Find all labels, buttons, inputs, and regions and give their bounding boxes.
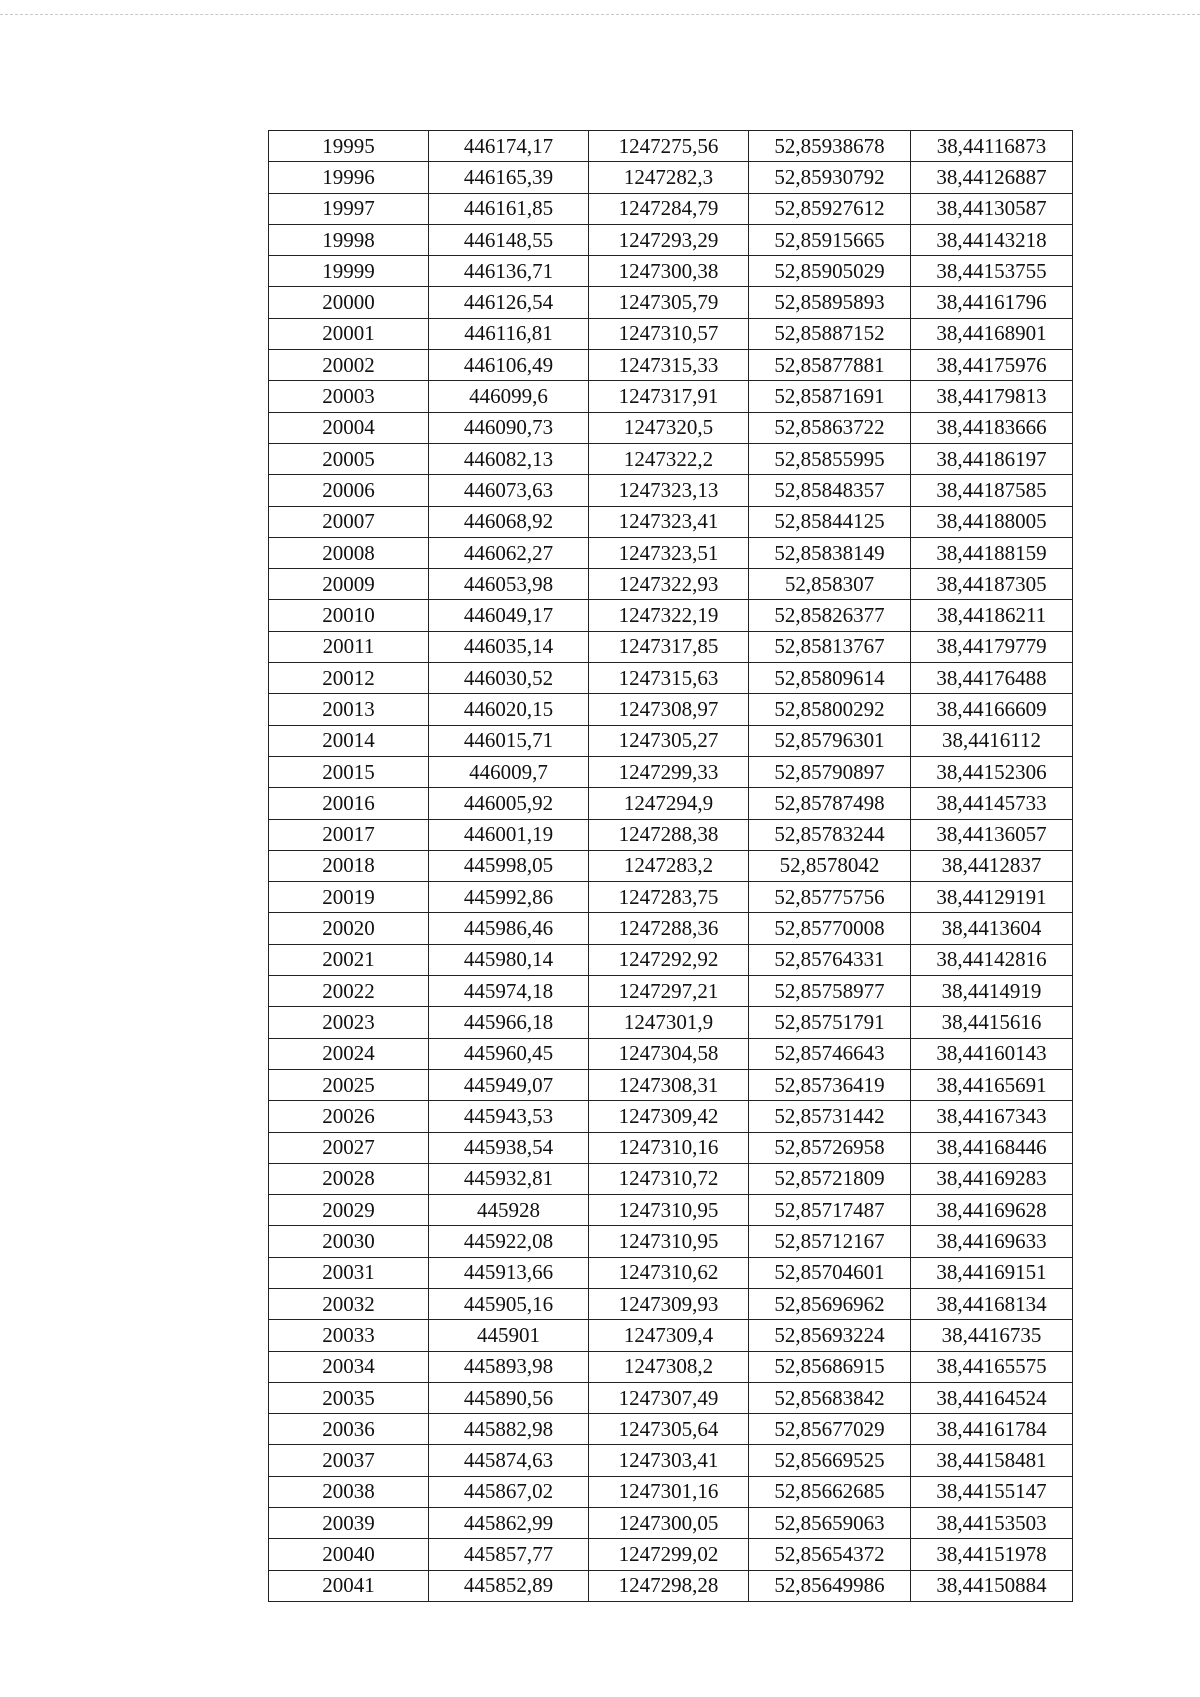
y-coordinate-cell: 1247323,41 xyxy=(589,506,749,537)
y-coordinate-cell: 1247299,02 xyxy=(589,1539,749,1570)
point-number-cell: 19998 xyxy=(269,224,429,255)
table-row xyxy=(269,537,1073,568)
longitude-cell: 38,44142816 xyxy=(911,944,1073,975)
table-row xyxy=(269,663,1073,694)
latitude-cell: 52,85915665 xyxy=(749,224,911,255)
latitude-cell: 52,85751791 xyxy=(749,1007,911,1038)
longitude-cell: 38,44188159 xyxy=(911,537,1073,568)
point-number-cell: 20010 xyxy=(269,600,429,631)
y-coordinate-cell: 1247282,3 xyxy=(589,162,749,193)
point-number-cell: 19996 xyxy=(269,162,429,193)
longitude-cell: 38,44164524 xyxy=(911,1382,1073,1413)
table-row xyxy=(269,1226,1073,1257)
x-coordinate-cell: 445922,08 xyxy=(429,1226,589,1257)
latitude-cell: 52,85813767 xyxy=(749,631,911,662)
latitude-cell: 52,85800292 xyxy=(749,694,911,725)
latitude-cell: 52,85649986 xyxy=(749,1570,911,1601)
latitude-cell: 52,85863722 xyxy=(749,412,911,443)
y-coordinate-cell: 1247323,51 xyxy=(589,537,749,568)
point-number-cell: 20032 xyxy=(269,1288,429,1319)
y-coordinate-cell: 1247317,91 xyxy=(589,381,749,412)
scan-edge-line xyxy=(0,14,1200,15)
x-coordinate-cell: 446001,19 xyxy=(429,819,589,850)
longitude-cell: 38,44175976 xyxy=(911,350,1073,381)
x-coordinate-cell: 445867,02 xyxy=(429,1476,589,1507)
latitude-cell: 52,85746643 xyxy=(749,1038,911,1069)
table-row xyxy=(269,694,1073,725)
longitude-cell: 38,44129191 xyxy=(911,882,1073,913)
latitude-cell: 52,85693224 xyxy=(749,1320,911,1351)
longitude-cell: 38,4416112 xyxy=(911,725,1073,756)
table-row xyxy=(269,1570,1073,1601)
x-coordinate-cell: 446082,13 xyxy=(429,443,589,474)
latitude-cell: 52,85736419 xyxy=(749,1069,911,1100)
x-coordinate-cell: 446136,71 xyxy=(429,256,589,287)
table-row xyxy=(269,631,1073,662)
point-number-cell: 20012 xyxy=(269,663,429,694)
point-number-cell: 20019 xyxy=(269,882,429,913)
table-row xyxy=(269,193,1073,224)
y-coordinate-cell: 1247310,16 xyxy=(589,1132,749,1163)
x-coordinate-cell: 446009,7 xyxy=(429,756,589,787)
y-coordinate-cell: 1247305,79 xyxy=(589,287,749,318)
x-coordinate-cell: 446099,6 xyxy=(429,381,589,412)
y-coordinate-cell: 1247301,16 xyxy=(589,1476,749,1507)
y-coordinate-cell: 1247305,64 xyxy=(589,1414,749,1445)
table-row xyxy=(269,506,1073,537)
x-coordinate-cell: 446161,85 xyxy=(429,193,589,224)
latitude-cell: 52,85662685 xyxy=(749,1476,911,1507)
y-coordinate-cell: 1247308,2 xyxy=(589,1351,749,1382)
x-coordinate-cell: 445932,81 xyxy=(429,1163,589,1194)
x-coordinate-cell: 446015,71 xyxy=(429,725,589,756)
latitude-cell: 52,85770008 xyxy=(749,913,911,944)
point-number-cell: 20005 xyxy=(269,443,429,474)
x-coordinate-cell: 445928 xyxy=(429,1195,589,1226)
latitude-cell: 52,85787498 xyxy=(749,788,911,819)
latitude-cell: 52,85877881 xyxy=(749,350,911,381)
table-row xyxy=(269,913,1073,944)
table-row xyxy=(269,1351,1073,1382)
point-number-cell: 20040 xyxy=(269,1539,429,1570)
point-number-cell: 20018 xyxy=(269,850,429,881)
longitude-cell: 38,44166609 xyxy=(911,694,1073,725)
longitude-cell: 38,44130587 xyxy=(911,193,1073,224)
point-number-cell: 20028 xyxy=(269,1163,429,1194)
longitude-cell: 38,44161784 xyxy=(911,1414,1073,1445)
table-row xyxy=(269,882,1073,913)
longitude-cell: 38,44183666 xyxy=(911,412,1073,443)
latitude-cell: 52,85712167 xyxy=(749,1226,911,1257)
y-coordinate-cell: 1247308,97 xyxy=(589,694,749,725)
point-number-cell: 20029 xyxy=(269,1195,429,1226)
longitude-cell: 38,44168446 xyxy=(911,1132,1073,1163)
x-coordinate-cell: 445905,16 xyxy=(429,1288,589,1319)
table-row xyxy=(269,1257,1073,1288)
coordinates-table xyxy=(268,130,1073,1602)
longitude-cell: 38,44160143 xyxy=(911,1038,1073,1069)
latitude-cell: 52,85809614 xyxy=(749,663,911,694)
table-row xyxy=(269,131,1073,162)
point-number-cell: 20002 xyxy=(269,350,429,381)
longitude-cell: 38,44168134 xyxy=(911,1288,1073,1319)
table-row xyxy=(269,412,1073,443)
point-number-cell: 19999 xyxy=(269,256,429,287)
x-coordinate-cell: 445890,56 xyxy=(429,1382,589,1413)
x-coordinate-cell: 445857,77 xyxy=(429,1539,589,1570)
longitude-cell: 38,44161796 xyxy=(911,287,1073,318)
x-coordinate-cell: 446053,98 xyxy=(429,569,589,600)
table-row xyxy=(269,1132,1073,1163)
table-row xyxy=(269,256,1073,287)
x-coordinate-cell: 446106,49 xyxy=(429,350,589,381)
longitude-cell: 38,44169628 xyxy=(911,1195,1073,1226)
point-number-cell: 20023 xyxy=(269,1007,429,1038)
latitude-cell: 52,85731442 xyxy=(749,1101,911,1132)
latitude-cell: 52,858307 xyxy=(749,569,911,600)
longitude-cell: 38,44165691 xyxy=(911,1069,1073,1100)
y-coordinate-cell: 1247301,9 xyxy=(589,1007,749,1038)
x-coordinate-cell: 445938,54 xyxy=(429,1132,589,1163)
longitude-cell: 38,4414919 xyxy=(911,976,1073,1007)
x-coordinate-cell: 445980,14 xyxy=(429,944,589,975)
longitude-cell: 38,44151978 xyxy=(911,1539,1073,1570)
y-coordinate-cell: 1247288,36 xyxy=(589,913,749,944)
x-coordinate-cell: 445901 xyxy=(429,1320,589,1351)
point-number-cell: 20004 xyxy=(269,412,429,443)
latitude-cell: 52,85677029 xyxy=(749,1414,911,1445)
point-number-cell: 20031 xyxy=(269,1257,429,1288)
latitude-cell: 52,85686915 xyxy=(749,1351,911,1382)
point-number-cell: 20008 xyxy=(269,537,429,568)
longitude-cell: 38,44169633 xyxy=(911,1226,1073,1257)
table-row xyxy=(269,224,1073,255)
y-coordinate-cell: 1247300,38 xyxy=(589,256,749,287)
point-number-cell: 20038 xyxy=(269,1476,429,1507)
y-coordinate-cell: 1247298,28 xyxy=(589,1570,749,1601)
x-coordinate-cell: 445874,63 xyxy=(429,1445,589,1476)
x-coordinate-cell: 445966,18 xyxy=(429,1007,589,1038)
y-coordinate-cell: 1247300,05 xyxy=(589,1508,749,1539)
point-number-cell: 20009 xyxy=(269,569,429,600)
table-row xyxy=(269,725,1073,756)
x-coordinate-cell: 446126,54 xyxy=(429,287,589,318)
y-coordinate-cell: 1247322,2 xyxy=(589,443,749,474)
latitude-cell: 52,85790897 xyxy=(749,756,911,787)
x-coordinate-cell: 445960,45 xyxy=(429,1038,589,1069)
y-coordinate-cell: 1247315,63 xyxy=(589,663,749,694)
longitude-cell: 38,44179779 xyxy=(911,631,1073,662)
y-coordinate-cell: 1247323,13 xyxy=(589,475,749,506)
longitude-cell: 38,44136057 xyxy=(911,819,1073,850)
table-row xyxy=(269,443,1073,474)
point-number-cell: 20011 xyxy=(269,631,429,662)
x-coordinate-cell: 446030,52 xyxy=(429,663,589,694)
longitude-cell: 38,44153755 xyxy=(911,256,1073,287)
longitude-cell: 38,44150884 xyxy=(911,1570,1073,1601)
x-coordinate-cell: 446116,81 xyxy=(429,318,589,349)
latitude-cell: 52,85855995 xyxy=(749,443,911,474)
longitude-cell: 38,44169151 xyxy=(911,1257,1073,1288)
table-row xyxy=(269,1195,1073,1226)
longitude-cell: 38,44165575 xyxy=(911,1351,1073,1382)
latitude-cell: 52,85726958 xyxy=(749,1132,911,1163)
latitude-cell: 52,85905029 xyxy=(749,256,911,287)
x-coordinate-cell: 445943,53 xyxy=(429,1101,589,1132)
point-number-cell: 20024 xyxy=(269,1038,429,1069)
table-row xyxy=(269,1320,1073,1351)
point-number-cell: 20039 xyxy=(269,1508,429,1539)
latitude-cell: 52,85758977 xyxy=(749,976,911,1007)
x-coordinate-cell: 446049,17 xyxy=(429,600,589,631)
point-number-cell: 20026 xyxy=(269,1101,429,1132)
y-coordinate-cell: 1247308,31 xyxy=(589,1069,749,1100)
y-coordinate-cell: 1247305,27 xyxy=(589,725,749,756)
table-row xyxy=(269,1476,1073,1507)
table-row xyxy=(269,1539,1073,1570)
table-row xyxy=(269,162,1073,193)
point-number-cell: 20013 xyxy=(269,694,429,725)
longitude-cell: 38,44145733 xyxy=(911,788,1073,819)
table-row xyxy=(269,475,1073,506)
latitude-cell: 52,85659063 xyxy=(749,1508,911,1539)
y-coordinate-cell: 1247315,33 xyxy=(589,350,749,381)
point-number-cell: 20035 xyxy=(269,1382,429,1413)
y-coordinate-cell: 1247299,33 xyxy=(589,756,749,787)
longitude-cell: 38,44168901 xyxy=(911,318,1073,349)
y-coordinate-cell: 1247320,5 xyxy=(589,412,749,443)
x-coordinate-cell: 446148,55 xyxy=(429,224,589,255)
table-row xyxy=(269,976,1073,1007)
longitude-cell: 38,44169283 xyxy=(911,1163,1073,1194)
table-row xyxy=(269,1101,1073,1132)
y-coordinate-cell: 1247304,58 xyxy=(589,1038,749,1069)
y-coordinate-cell: 1247307,49 xyxy=(589,1382,749,1413)
point-number-cell: 20036 xyxy=(269,1414,429,1445)
y-coordinate-cell: 1247283,2 xyxy=(589,850,749,881)
point-number-cell: 20027 xyxy=(269,1132,429,1163)
latitude-cell: 52,85775756 xyxy=(749,882,911,913)
point-number-cell: 20041 xyxy=(269,1570,429,1601)
x-coordinate-cell: 445893,98 xyxy=(429,1351,589,1382)
x-coordinate-cell: 445882,98 xyxy=(429,1414,589,1445)
longitude-cell: 38,4416735 xyxy=(911,1320,1073,1351)
table-row xyxy=(269,944,1073,975)
x-coordinate-cell: 446005,92 xyxy=(429,788,589,819)
point-number-cell: 20021 xyxy=(269,944,429,975)
y-coordinate-cell: 1247283,75 xyxy=(589,882,749,913)
table-row xyxy=(269,569,1073,600)
point-number-cell: 19995 xyxy=(269,131,429,162)
y-coordinate-cell: 1247309,93 xyxy=(589,1288,749,1319)
latitude-cell: 52,85669525 xyxy=(749,1445,911,1476)
table-row xyxy=(269,756,1073,787)
x-coordinate-cell: 446035,14 xyxy=(429,631,589,662)
longitude-cell: 38,44143218 xyxy=(911,224,1073,255)
latitude-cell: 52,85848357 xyxy=(749,475,911,506)
table-row xyxy=(269,318,1073,349)
latitude-cell: 52,85826377 xyxy=(749,600,911,631)
x-coordinate-cell: 445986,46 xyxy=(429,913,589,944)
latitude-cell: 52,85887152 xyxy=(749,318,911,349)
y-coordinate-cell: 1247275,56 xyxy=(589,131,749,162)
point-number-cell: 20016 xyxy=(269,788,429,819)
latitude-cell: 52,85783244 xyxy=(749,819,911,850)
x-coordinate-cell: 446165,39 xyxy=(429,162,589,193)
point-number-cell: 20034 xyxy=(269,1351,429,1382)
x-coordinate-cell: 445949,07 xyxy=(429,1069,589,1100)
table-row xyxy=(269,788,1073,819)
table-row xyxy=(269,1007,1073,1038)
latitude-cell: 52,85938678 xyxy=(749,131,911,162)
table-row xyxy=(269,350,1073,381)
x-coordinate-cell: 446020,15 xyxy=(429,694,589,725)
latitude-cell: 52,85927612 xyxy=(749,193,911,224)
latitude-cell: 52,85838149 xyxy=(749,537,911,568)
y-coordinate-cell: 1247310,57 xyxy=(589,318,749,349)
y-coordinate-cell: 1247284,79 xyxy=(589,193,749,224)
y-coordinate-cell: 1247303,41 xyxy=(589,1445,749,1476)
latitude-cell: 52,85930792 xyxy=(749,162,911,193)
table-row xyxy=(269,1288,1073,1319)
x-coordinate-cell: 445998,05 xyxy=(429,850,589,881)
longitude-cell: 38,4412837 xyxy=(911,850,1073,881)
latitude-cell: 52,85683842 xyxy=(749,1382,911,1413)
table-row xyxy=(269,600,1073,631)
longitude-cell: 38,44155147 xyxy=(911,1476,1073,1507)
y-coordinate-cell: 1247310,95 xyxy=(589,1226,749,1257)
point-number-cell: 20003 xyxy=(269,381,429,412)
latitude-cell: 52,85764331 xyxy=(749,944,911,975)
x-coordinate-cell: 446174,17 xyxy=(429,131,589,162)
x-coordinate-cell: 445992,86 xyxy=(429,882,589,913)
x-coordinate-cell: 446090,73 xyxy=(429,412,589,443)
y-coordinate-cell: 1247297,21 xyxy=(589,976,749,1007)
point-number-cell: 20020 xyxy=(269,913,429,944)
coordinates-table-body xyxy=(269,131,1073,1602)
table-row xyxy=(269,1445,1073,1476)
point-number-cell: 20037 xyxy=(269,1445,429,1476)
table-row xyxy=(269,1508,1073,1539)
x-coordinate-cell: 446073,63 xyxy=(429,475,589,506)
longitude-cell: 38,44152306 xyxy=(911,756,1073,787)
point-number-cell: 20025 xyxy=(269,1069,429,1100)
longitude-cell: 38,44186211 xyxy=(911,600,1073,631)
table-row xyxy=(269,1163,1073,1194)
y-coordinate-cell: 1247322,93 xyxy=(589,569,749,600)
point-number-cell: 20022 xyxy=(269,976,429,1007)
longitude-cell: 38,44153503 xyxy=(911,1508,1073,1539)
longitude-cell: 38,4413604 xyxy=(911,913,1073,944)
x-coordinate-cell: 445974,18 xyxy=(429,976,589,1007)
y-coordinate-cell: 1247294,9 xyxy=(589,788,749,819)
longitude-cell: 38,44188005 xyxy=(911,506,1073,537)
table-row xyxy=(269,819,1073,850)
latitude-cell: 52,85717487 xyxy=(749,1195,911,1226)
x-coordinate-cell: 445913,66 xyxy=(429,1257,589,1288)
table-row xyxy=(269,850,1073,881)
point-number-cell: 20030 xyxy=(269,1226,429,1257)
y-coordinate-cell: 1247310,72 xyxy=(589,1163,749,1194)
point-number-cell: 20017 xyxy=(269,819,429,850)
table-row xyxy=(269,1414,1073,1445)
x-coordinate-cell: 446068,92 xyxy=(429,506,589,537)
y-coordinate-cell: 1247310,62 xyxy=(589,1257,749,1288)
point-number-cell: 19997 xyxy=(269,193,429,224)
latitude-cell: 52,85696962 xyxy=(749,1288,911,1319)
longitude-cell: 38,44116873 xyxy=(911,131,1073,162)
point-number-cell: 20006 xyxy=(269,475,429,506)
y-coordinate-cell: 1247317,85 xyxy=(589,631,749,662)
longitude-cell: 38,44167343 xyxy=(911,1101,1073,1132)
table-row xyxy=(269,381,1073,412)
latitude-cell: 52,85895893 xyxy=(749,287,911,318)
latitude-cell: 52,85721809 xyxy=(749,1163,911,1194)
y-coordinate-cell: 1247309,4 xyxy=(589,1320,749,1351)
point-number-cell: 20014 xyxy=(269,725,429,756)
point-number-cell: 20000 xyxy=(269,287,429,318)
longitude-cell: 38,44176488 xyxy=(911,663,1073,694)
y-coordinate-cell: 1247310,95 xyxy=(589,1195,749,1226)
longitude-cell: 38,44158481 xyxy=(911,1445,1073,1476)
x-coordinate-cell: 445862,99 xyxy=(429,1508,589,1539)
latitude-cell: 52,85796301 xyxy=(749,725,911,756)
y-coordinate-cell: 1247322,19 xyxy=(589,600,749,631)
table-row xyxy=(269,1038,1073,1069)
y-coordinate-cell: 1247292,92 xyxy=(589,944,749,975)
latitude-cell: 52,8578042 xyxy=(749,850,911,881)
table-row xyxy=(269,1069,1073,1100)
latitude-cell: 52,85844125 xyxy=(749,506,911,537)
x-coordinate-cell: 446062,27 xyxy=(429,537,589,568)
point-number-cell: 20001 xyxy=(269,318,429,349)
table-row xyxy=(269,287,1073,318)
y-coordinate-cell: 1247293,29 xyxy=(589,224,749,255)
longitude-cell: 38,44126887 xyxy=(911,162,1073,193)
x-coordinate-cell: 445852,89 xyxy=(429,1570,589,1601)
latitude-cell: 52,85704601 xyxy=(749,1257,911,1288)
latitude-cell: 52,85871691 xyxy=(749,381,911,412)
longitude-cell: 38,44186197 xyxy=(911,443,1073,474)
latitude-cell: 52,85654372 xyxy=(749,1539,911,1570)
point-number-cell: 20015 xyxy=(269,756,429,787)
longitude-cell: 38,44179813 xyxy=(911,381,1073,412)
y-coordinate-cell: 1247309,42 xyxy=(589,1101,749,1132)
point-number-cell: 20033 xyxy=(269,1320,429,1351)
longitude-cell: 38,4415616 xyxy=(911,1007,1073,1038)
point-number-cell: 20007 xyxy=(269,506,429,537)
longitude-cell: 38,44187305 xyxy=(911,569,1073,600)
y-coordinate-cell: 1247288,38 xyxy=(589,819,749,850)
table-row xyxy=(269,1382,1073,1413)
longitude-cell: 38,44187585 xyxy=(911,475,1073,506)
